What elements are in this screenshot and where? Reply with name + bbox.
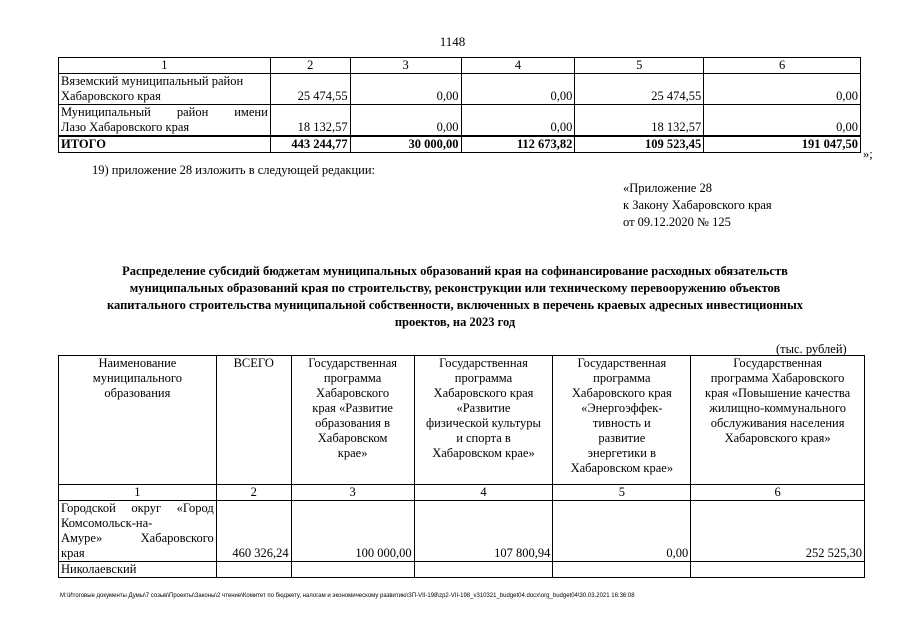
table-continuation — [58, 57, 861, 153]
subsidy-table — [58, 355, 865, 578]
table-column-numbers: 1 2 3 4 5 6 — [59, 58, 861, 74]
closing-quote: »; — [863, 147, 873, 161]
table-row: Городской округ «Город Комсомольск-на- Амуре» Хабаровского края 460 326,24 100 000,00 107 800,94 0,00 252 525,30 — [59, 501, 865, 562]
page-number: 1148 — [439, 34, 466, 49]
row-name: Николаевский — [59, 562, 217, 578]
row-name: Городской округ «Город Комсомольск-на- Амуре» Хабаровского края — [59, 501, 217, 562]
header-total: ВСЕГО — [216, 356, 291, 485]
header-energy: Государственная программа Хабаровского края «Энергоэффек- тивность и развитие энергетики в Хабаровском крае» — [553, 356, 691, 485]
units-label: (тыс. рублей) — [776, 342, 847, 356]
table-header — [59, 356, 865, 485]
header-name: Наименование муниципального образования — [59, 356, 217, 485]
amendment-note: 19) приложение 28 изложить в следующей редакции: — [92, 163, 375, 177]
total-row: ИТОГО 443 244,77 30 000,00 112 673,82 109 523,45 191 047,50 — [59, 136, 861, 153]
header-education: Государственная программа Хабаровского края «Развитие образования в Хабаровском крае» — [291, 356, 414, 485]
file-path-footer: M:\Итоговые документы Думы\7 созыв\Проекты\Законы\2 чтение\Комитет по бюджету, налогам и экономическому развитию\ЗП-VII-198\zp2-VII-198_v310321_budget04.docx\org_budget04\30.03.2021 16:36:08 — [60, 593, 635, 599]
table-row: Вяземский муниципальный район Хабаровского края 25 474,55 0,00 0,00 25 474,55 0,00 — [59, 74, 861, 105]
table-row: Муниципальный район имени Лазо Хабаровского края 18 132,57 0,00 0,00 18 132,57 0,00 — [59, 105, 861, 137]
row-name: Муниципальный район имени Лазо Хабаровского края — [59, 105, 271, 137]
appendix-reference: «Приложение 28 к Закону Хабаровского края от 09.12.2020 № 125 — [623, 181, 772, 229]
row-name: Вяземский муниципальный район Хабаровского края — [59, 74, 271, 105]
header-sport: Государственная программа Хабаровского края «Развитие физической культуры и спорта в Хабаровском крае» — [414, 356, 553, 485]
table-row — [59, 562, 865, 578]
header-housing: Государственная программа Хабаровского края «Повышение качества жилищно-коммунального обслуживания населения Хабаровского края» — [691, 356, 865, 485]
document-title: Распределение субсидий бюджетам муниципальных образований края на софинансирование расходных обязательств муниципальных образований края по строительству, реконструкции или техническому перевооружению объектов капитального строительства муниципальной собственности, включенных в перечень краевых адресных инвестиционных проектов, на 2023 год — [107, 264, 803, 329]
table-column-numbers: 1 2 3 4 5 6 — [59, 485, 865, 501]
